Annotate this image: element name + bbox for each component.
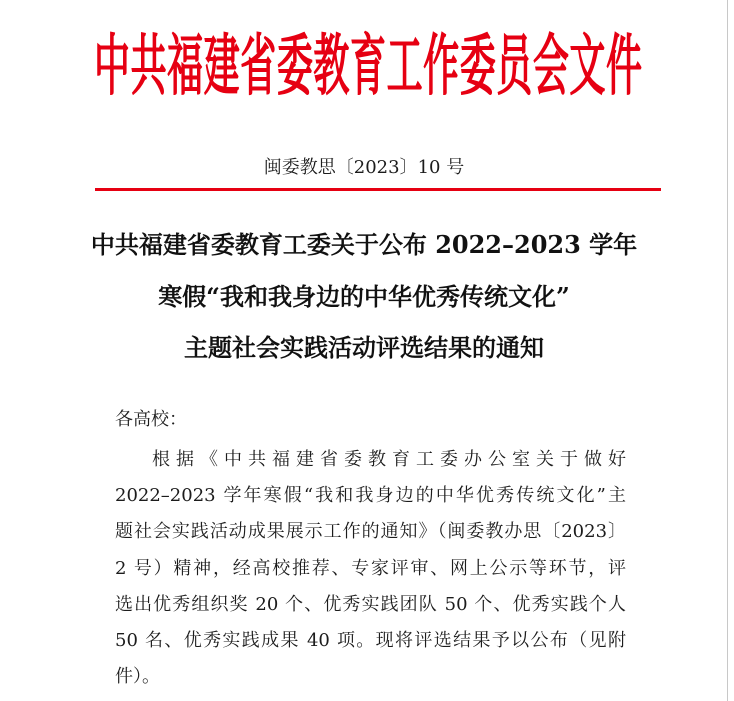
masthead <box>94 27 642 106</box>
red-separator-rule <box>95 188 661 191</box>
document-title <box>0 219 728 374</box>
salutation: 各高校： <box>115 409 187 430</box>
masthead-title: 中共福建省委教育工作委员会文件 <box>94 27 642 106</box>
document-number: 闽委教思〔2023〕10 号 <box>263 157 465 178</box>
body-line: 件）。 <box>115 666 160 688</box>
body-paragraph <box>115 442 626 695</box>
body-line: 题社会实践活动成果展示工作的通知》（闽委教办思〔2023〕 <box>115 521 626 543</box>
body-line: 50 名、优秀实践成果 40 项。现将评选结果予以公布（见附 <box>115 630 626 652</box>
title-line: 主题社会实践活动评选结果的通知 <box>184 333 544 362</box>
body-line: 2 号）精神，经高校推荐、专家评审、网上公示等环节，评 <box>115 557 626 579</box>
title-line: 寒假“我和我身边的中华优秀传统文化” <box>158 281 570 311</box>
title-line: 中共福建省委教育工委关于公布 2022–2023 学年 <box>90 230 638 259</box>
body-line: 选出优秀组织奖 20 个、优秀实践团队 50 个、优秀实践个人 <box>115 593 626 615</box>
body-line: 根据《中共福建省委教育工委办公室关于做好 <box>152 449 626 470</box>
body-line: 2022–2023 学年寒假“我和我身边的中华优秀传统文化”主 <box>115 485 626 507</box>
